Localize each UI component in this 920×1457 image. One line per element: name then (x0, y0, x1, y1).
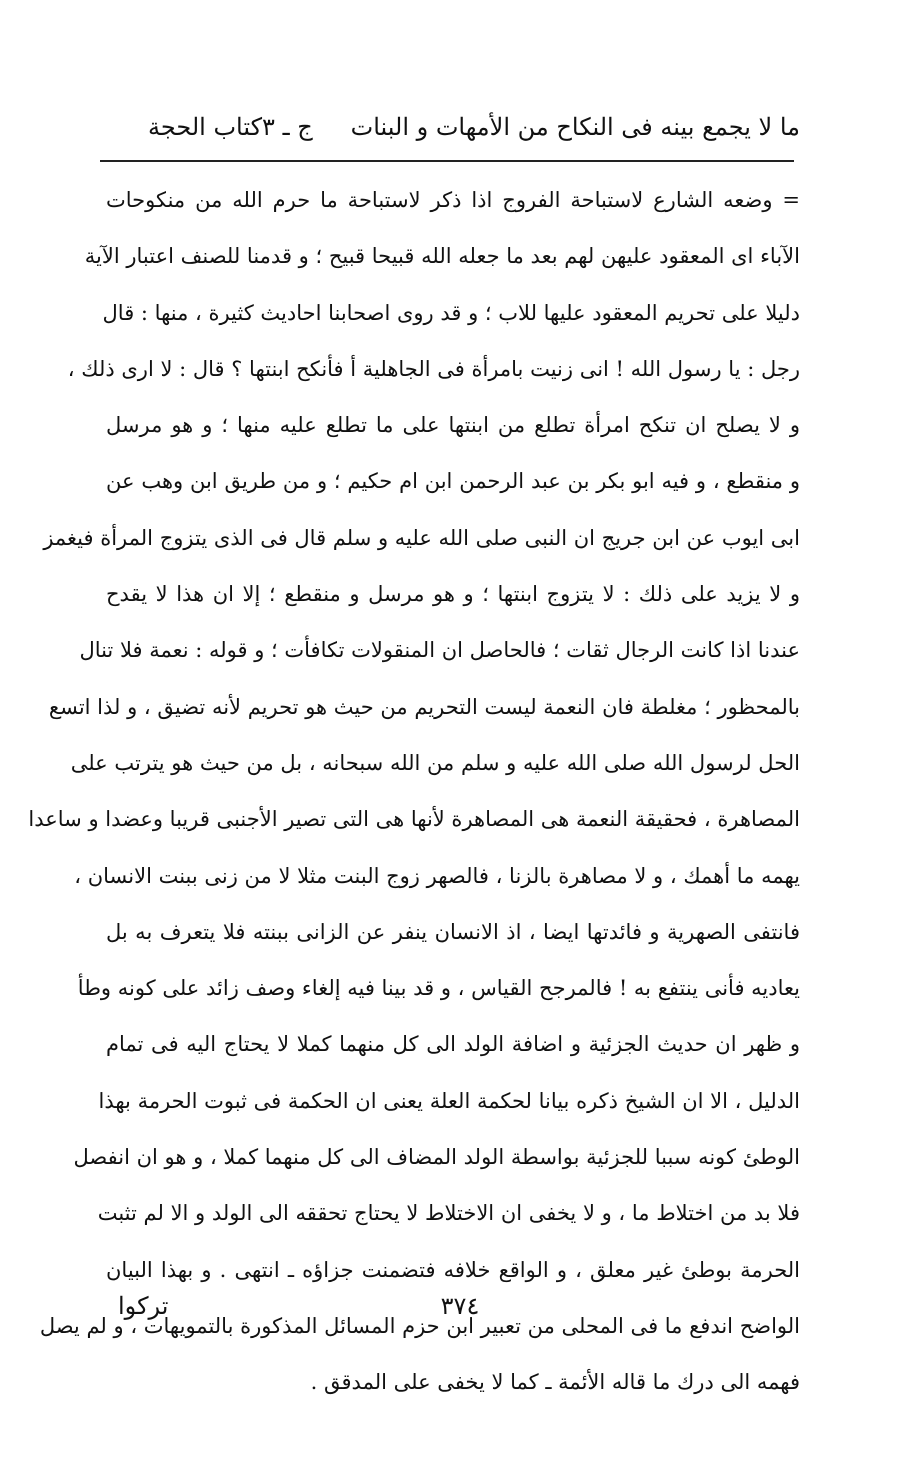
text-line: = وضعه الشارع لاستباحة الفروج اذا ذكر لاستباحة ما حرم الله من منكوحات (106, 188, 800, 212)
catchword: تركوا (118, 1292, 169, 1320)
text-line: الواضح اندفع ما فى المحلى من تعبير ابن حزم المسائل المذكورة بالتمويهات ، و لم يصل (39, 1313, 800, 1338)
body-text (28, 172, 800, 1411)
page-footer (0, 1292, 920, 1332)
text-line: يعاديه فأنى ينتفع به ! فالمرجح القياس ، و قد بينا فيه إلغاء وصف زائد على كونه وطأ (77, 976, 800, 1001)
text-line: و منقطع ، و فيه ابو بكر بن عبد الرحمن ابن ام حكيم ؛ و من طريق ابن وهب عن (106, 469, 800, 494)
text-line-last: فهمه الى درك ما قاله الأئمة ـ كما لا يخفى على المدقق . (310, 1370, 800, 1395)
text-line: دليلا على تحريم المعقود عليها للاب ؛ و قد روى اصحابنا احاديث كثيرة ، منها : قال (102, 300, 800, 325)
text-line: يهمه ما أهمك ، و لا مصاهرة بالزنا ، فالصهر زوج البنت مثلا لا من زنى ببنت الانسان ، (74, 863, 800, 888)
text-line: الحل لرسول الله صلى الله عليه و سلم من الله سبحانه ، بل من حيث هو يترتب على (70, 750, 800, 775)
text-line: الحرمة بوطئ غير معلق ، و الواقع خلافه فتضمنت جزاؤه ـ انتهى . و بهذا البيان (106, 1257, 800, 1282)
book-title: كتاب الحجة (148, 113, 263, 141)
text-line: عندنا اذا كانت الرجال ثقات ؛ فالحاصل ان المنقولات تكافأت ؛ و قوله : نعمة فلا تنال (79, 638, 800, 663)
text-line: فانتفى الصهرية و فائدتها ايضا ، اذ الانسان ينفر عن الزانى ببنته فلا يتعرف به بل (106, 919, 800, 944)
text-line: و ظهر ان حديث الجزئية و اضافة الولد الى كل منهما كملا لا يحتاج اليه فى تمام (106, 1032, 800, 1057)
header-rule (100, 160, 794, 162)
text-line: ابى ايوب عن ابن جريج ان النبى صلى الله عليه و سلم قال فى الذى يتزوج المرأة فيغمز (43, 525, 800, 550)
text-line: الدليل ، الا ان الشيخ ذكره بيانا لحكمة العلة يعنى ان الحكمة فى ثبوت الحرمة بهذا (98, 1088, 800, 1113)
text-line: الآباء اى المعقود عليهن لهم بعد ما جعله الله قبيحا قبيح ؛ و قدمنا للصنف اعتبار الآية (84, 244, 800, 269)
text-line: و لا يزيد على ذلك : لا يتزوج ابنتها ؛ و هو مرسل و منقطع ؛ إلا ان هذا لا يقدح (106, 582, 800, 607)
text-line: رجل : يا رسول الله ! انى زنيت بامرأة فى الجاهلية أ فأنكح ابنتها ؟ قال : لا ارى ذلك ، (67, 356, 800, 381)
text-line: بالمحظور ؛ مغلطة فان النعمة ليست التحريم من حيث هو تحريم لأنه تضيق ، و لذا اتسع (48, 694, 800, 719)
volume-label: ج ـ ٣ (262, 113, 313, 141)
text-line: المصاهرة ، فحقيقة النعمة هى المصاهرة لأنها هى التى تصير الأجنبى قريبا وعضدا و ساعدا (28, 807, 800, 832)
page-number: ٣٧٤ (440, 1292, 480, 1320)
running-header (108, 104, 800, 150)
text-line: الوطئ كونه سببا للجزئية بواسطة الولد المضاف الى كل منهما كملا ، و هو ان انفصل (73, 1145, 800, 1170)
chapter-title: ما لا يجمع بينه فى النكاح من الأمهات و البنات (350, 113, 800, 141)
text-line: و لا يصلح ان تنكح امرأة تطلع من ابنتها على ما تطلع عليه منها ؛ و هو مرسل (106, 413, 800, 438)
text-line: فلا بد من اختلاط ما ، و لا يخفى ان الاختلاط لا يحتاج تحققه الى الولد و الا لم تثبت (97, 1201, 800, 1226)
